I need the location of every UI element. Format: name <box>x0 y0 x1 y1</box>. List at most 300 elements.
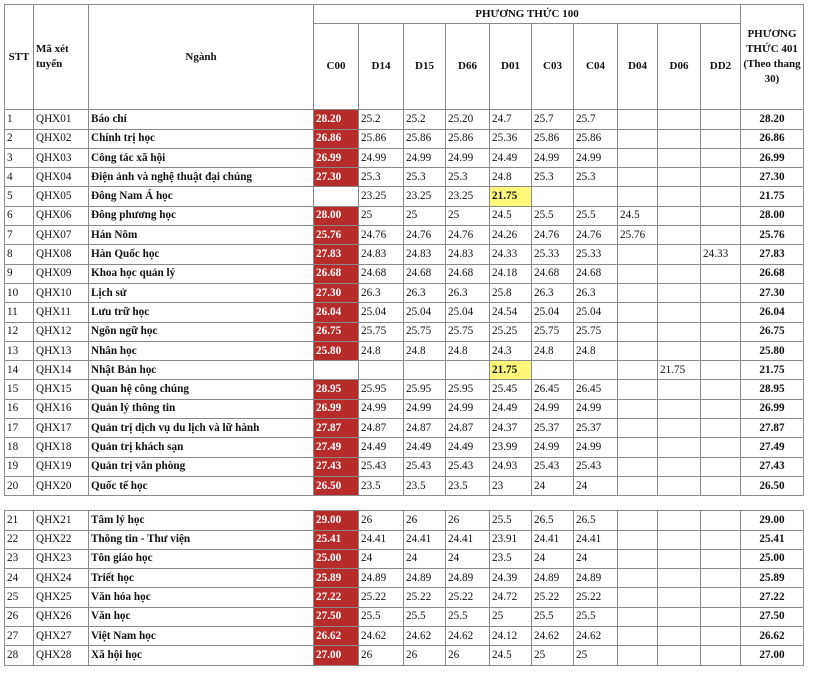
score-cell: 26 <box>404 646 446 665</box>
score-cell: 24.76 <box>446 226 490 245</box>
code-cell: QHX05 <box>34 187 89 206</box>
score-cell: 25.5 <box>404 607 446 626</box>
major-cell: Văn học <box>89 607 314 626</box>
code-cell: QHX13 <box>34 341 89 360</box>
major-cell: Đông Nam Á học <box>89 187 314 206</box>
major-cell: Tôn giáo học <box>89 549 314 568</box>
score-cell: 24 <box>446 549 490 568</box>
score-cell: 24.33 <box>701 245 741 264</box>
score-cell: 25.7 <box>532 110 574 129</box>
score-cell: 27.00 <box>314 646 359 665</box>
major-cell: Báo chí <box>89 110 314 129</box>
score-cell: 29.00 <box>314 511 359 530</box>
score-cell: 24.68 <box>532 264 574 283</box>
method-401-cell: 27.50 <box>741 607 804 626</box>
code-cell: QHX24 <box>34 569 89 588</box>
stt-cell: 15 <box>5 380 34 399</box>
score-cell: 28.00 <box>314 206 359 225</box>
code-cell: QHX08 <box>34 245 89 264</box>
major-cell: Nhân học <box>89 341 314 360</box>
score-cell: 25.43 <box>574 457 618 476</box>
code-cell: QHX15 <box>34 380 89 399</box>
score-cell <box>618 110 658 129</box>
code-cell: QHX04 <box>34 168 89 187</box>
score-cell <box>701 322 741 341</box>
score-cell: 25.86 <box>446 129 490 148</box>
score-cell: 24.8 <box>532 341 574 360</box>
score-cell <box>618 129 658 148</box>
spacer-cell <box>5 496 804 511</box>
stt-cell: 1 <box>5 110 34 129</box>
score-cell <box>701 549 741 568</box>
score-cell: 24.62 <box>446 627 490 646</box>
score-cell: 26.5 <box>532 511 574 530</box>
method-401-cell: 28.00 <box>741 206 804 225</box>
table-row <box>5 438 804 457</box>
score-cell: 25.41 <box>314 530 359 549</box>
header-subject-c03: C03 <box>532 24 574 110</box>
score-cell: 24.99 <box>359 399 404 418</box>
score-cell: 25.75 <box>404 322 446 341</box>
score-cell <box>658 646 701 665</box>
score-cell <box>618 264 658 283</box>
header-subject-d06: D06 <box>658 24 701 110</box>
score-cell <box>658 569 701 588</box>
score-cell: 25.5 <box>490 511 532 530</box>
score-cell: 24.8 <box>359 341 404 360</box>
method-401-cell: 27.87 <box>741 419 804 438</box>
score-cell: 25.8 <box>490 283 532 302</box>
score-cell: 25.33 <box>574 245 618 264</box>
score-cell <box>658 380 701 399</box>
score-cell <box>618 187 658 206</box>
score-cell: 24.99 <box>532 438 574 457</box>
score-cell <box>618 511 658 530</box>
score-cell <box>532 361 574 380</box>
code-cell: QHX02 <box>34 129 89 148</box>
table-row <box>5 399 804 418</box>
score-cell: 24.8 <box>490 168 532 187</box>
table-row <box>5 588 804 607</box>
score-cell: 24.41 <box>359 530 404 549</box>
score-cell: 25.2 <box>359 110 404 129</box>
score-cell <box>658 322 701 341</box>
score-cell <box>618 399 658 418</box>
major-cell: Điện ảnh và nghệ thuật đại chúng <box>89 168 314 187</box>
major-cell: Chính trị học <box>89 129 314 148</box>
score-cell: 24.87 <box>446 419 490 438</box>
table-row <box>5 341 804 360</box>
method-401-cell: 21.75 <box>741 187 804 206</box>
header-major: Ngành <box>89 5 314 110</box>
score-cell: 25.75 <box>574 322 618 341</box>
stt-cell: 6 <box>5 206 34 225</box>
score-cell: 26.3 <box>404 283 446 302</box>
score-cell: 24.49 <box>359 438 404 457</box>
stt-cell: 28 <box>5 646 34 665</box>
method-401-cell: 25.76 <box>741 226 804 245</box>
score-cell: 24.68 <box>359 264 404 283</box>
score-cell: 25.76 <box>618 226 658 245</box>
code-cell: QHX11 <box>34 303 89 322</box>
code-cell: QHX01 <box>34 110 89 129</box>
score-cell <box>701 264 741 283</box>
stt-cell: 19 <box>5 457 34 476</box>
score-cell: 27.22 <box>314 588 359 607</box>
method-401-cell: 25.00 <box>741 549 804 568</box>
table-row <box>5 206 804 225</box>
score-cell: 25.75 <box>446 322 490 341</box>
score-cell <box>618 438 658 457</box>
stt-cell: 21 <box>5 511 34 530</box>
stt-cell: 27 <box>5 627 34 646</box>
score-cell: 23.5 <box>490 549 532 568</box>
score-cell: 24.76 <box>404 226 446 245</box>
method-401-cell: 26.62 <box>741 627 804 646</box>
score-cell <box>701 530 741 549</box>
score-cell <box>618 322 658 341</box>
method-401-cell: 27.30 <box>741 168 804 187</box>
code-cell: QHX28 <box>34 646 89 665</box>
score-cell: 21.75 <box>490 361 532 380</box>
score-cell: 24 <box>404 549 446 568</box>
score-cell: 24.99 <box>404 148 446 167</box>
score-cell: 25.2 <box>404 110 446 129</box>
score-cell: 25.95 <box>359 380 404 399</box>
score-cell: 24.26 <box>490 226 532 245</box>
score-cell: 26.45 <box>532 380 574 399</box>
code-cell: QHX06 <box>34 206 89 225</box>
score-cell: 24.41 <box>532 530 574 549</box>
method-401-cell: 27.30 <box>741 283 804 302</box>
score-cell: 23.5 <box>359 476 404 495</box>
score-cell: 23.91 <box>490 530 532 549</box>
score-cell: 24.33 <box>490 245 532 264</box>
method-401-cell: 27.49 <box>741 438 804 457</box>
code-cell: QHX19 <box>34 457 89 476</box>
code-cell: QHX10 <box>34 283 89 302</box>
score-cell: 26.50 <box>314 476 359 495</box>
score-cell: 25.3 <box>574 168 618 187</box>
score-cell <box>658 549 701 568</box>
major-cell: Ngôn ngữ học <box>89 322 314 341</box>
header-subject-d15: D15 <box>404 24 446 110</box>
score-cell: 24.89 <box>359 569 404 588</box>
stt-cell: 20 <box>5 476 34 495</box>
score-cell: 26.3 <box>446 283 490 302</box>
score-cell <box>574 361 618 380</box>
score-cell: 25.76 <box>314 226 359 245</box>
major-cell: Quản trị dịch vụ du lịch và lữ hành <box>89 419 314 438</box>
header-subject-d66: D66 <box>446 24 490 110</box>
score-cell: 23.25 <box>446 187 490 206</box>
table-row <box>5 110 804 129</box>
header-method-401: PHƯƠNG THỨC 401 (Theo thang 30) <box>741 5 804 110</box>
score-cell: 27.83 <box>314 245 359 264</box>
score-cell <box>618 588 658 607</box>
score-cell: 24.68 <box>574 264 618 283</box>
major-cell: Lịch sử <box>89 283 314 302</box>
score-cell <box>618 646 658 665</box>
score-cell: 24.76 <box>574 226 618 245</box>
score-cell <box>701 303 741 322</box>
score-cell: 27.87 <box>314 419 359 438</box>
stt-cell: 16 <box>5 399 34 418</box>
major-cell: Xã hội học <box>89 646 314 665</box>
score-cell: 25.43 <box>359 457 404 476</box>
header-stt: STT <box>5 5 34 110</box>
method-401-cell: 28.95 <box>741 380 804 399</box>
major-cell: Thông tin - Thư viện <box>89 530 314 549</box>
score-cell: 27.50 <box>314 607 359 626</box>
score-cell: 23.5 <box>446 476 490 495</box>
admission-score-table <box>4 4 804 666</box>
score-cell: 25.22 <box>574 588 618 607</box>
table-body-group-2 <box>5 511 804 665</box>
major-cell: Hàn Quốc học <box>89 245 314 264</box>
score-cell <box>532 187 574 206</box>
score-cell: 25.22 <box>404 588 446 607</box>
score-cell: 24.8 <box>574 341 618 360</box>
score-cell: 25 <box>359 206 404 225</box>
score-cell <box>658 168 701 187</box>
score-cell <box>618 569 658 588</box>
score-cell: 25.43 <box>404 457 446 476</box>
score-cell <box>701 476 741 495</box>
major-cell: Việt Nam học <box>89 627 314 646</box>
method-401-cell: 25.80 <box>741 341 804 360</box>
score-cell: 24.83 <box>404 245 446 264</box>
stt-cell: 5 <box>5 187 34 206</box>
score-cell: 28.95 <box>314 380 359 399</box>
method-401-cell: 25.89 <box>741 569 804 588</box>
score-cell <box>658 303 701 322</box>
table-row <box>5 627 804 646</box>
score-cell: 24.89 <box>404 569 446 588</box>
score-cell <box>618 476 658 495</box>
score-cell: 24.68 <box>404 264 446 283</box>
score-cell: 21.75 <box>490 187 532 206</box>
code-cell: QHX22 <box>34 530 89 549</box>
method-401-cell: 27.43 <box>741 457 804 476</box>
method-401-cell: 26.86 <box>741 129 804 148</box>
table-row <box>5 549 804 568</box>
score-cell <box>658 148 701 167</box>
code-cell: QHX17 <box>34 419 89 438</box>
score-cell: 26.45 <box>574 380 618 399</box>
method-401-cell: 29.00 <box>741 511 804 530</box>
score-cell <box>658 206 701 225</box>
code-cell: QHX07 <box>34 226 89 245</box>
major-cell: Quốc tế học <box>89 476 314 495</box>
major-cell: Quan hệ công chúng <box>89 380 314 399</box>
score-cell: 27.30 <box>314 283 359 302</box>
method-401-cell: 21.75 <box>741 361 804 380</box>
major-cell: Công tác xã hội <box>89 148 314 167</box>
score-cell <box>658 226 701 245</box>
score-cell: 24.39 <box>490 569 532 588</box>
score-cell: 25.22 <box>532 588 574 607</box>
score-cell: 24.87 <box>359 419 404 438</box>
method-401-cell: 27.22 <box>741 588 804 607</box>
score-cell <box>701 419 741 438</box>
score-cell: 25.86 <box>574 129 618 148</box>
score-cell: 25.37 <box>574 419 618 438</box>
score-cell <box>701 399 741 418</box>
score-cell <box>618 303 658 322</box>
code-cell: QHX14 <box>34 361 89 380</box>
table-body-group-1 <box>5 110 804 496</box>
header-subject-dd2: DD2 <box>701 24 741 110</box>
score-cell: 25 <box>490 607 532 626</box>
score-cell: 26.3 <box>532 283 574 302</box>
score-cell <box>618 380 658 399</box>
code-cell: QHX27 <box>34 627 89 646</box>
code-cell: QHX12 <box>34 322 89 341</box>
score-cell: 25.22 <box>446 588 490 607</box>
score-cell <box>701 511 741 530</box>
method-401-cell: 27.00 <box>741 646 804 665</box>
table-row <box>5 187 804 206</box>
code-cell: QHX21 <box>34 511 89 530</box>
stt-cell: 11 <box>5 303 34 322</box>
score-cell <box>618 283 658 302</box>
code-cell: QHX26 <box>34 607 89 626</box>
score-cell: 25.5 <box>574 607 618 626</box>
table-row <box>5 226 804 245</box>
score-cell: 25.04 <box>574 303 618 322</box>
score-cell: 24.5 <box>490 206 532 225</box>
score-cell <box>658 399 701 418</box>
score-cell: 25.3 <box>359 168 404 187</box>
score-cell: 24.93 <box>490 457 532 476</box>
score-cell: 24.12 <box>490 627 532 646</box>
score-cell <box>618 627 658 646</box>
major-cell: Quản trị khách sạn <box>89 438 314 457</box>
score-cell: 24.99 <box>446 148 490 167</box>
score-cell: 24.41 <box>574 530 618 549</box>
score-cell: 25.25 <box>490 322 532 341</box>
score-cell: 24.8 <box>446 341 490 360</box>
score-cell: 25.95 <box>446 380 490 399</box>
stt-cell: 14 <box>5 361 34 380</box>
major-cell: Khoa học quản lý <box>89 264 314 283</box>
score-cell: 25.43 <box>446 457 490 476</box>
score-cell: 26.04 <box>314 303 359 322</box>
score-cell <box>701 607 741 626</box>
score-cell: 26.3 <box>574 283 618 302</box>
score-cell <box>658 283 701 302</box>
score-cell: 24.7 <box>490 110 532 129</box>
stt-cell: 4 <box>5 168 34 187</box>
score-cell <box>618 607 658 626</box>
score-cell: 25.5 <box>532 206 574 225</box>
score-cell: 24.49 <box>404 438 446 457</box>
score-cell <box>618 530 658 549</box>
score-cell: 24.41 <box>404 530 446 549</box>
stt-cell: 2 <box>5 129 34 148</box>
table-row <box>5 646 804 665</box>
major-cell: Đông phương học <box>89 206 314 225</box>
score-cell: 24.3 <box>490 341 532 360</box>
score-cell: 26.99 <box>314 148 359 167</box>
admission-score-table-wrapper <box>4 4 804 666</box>
score-cell: 24.49 <box>490 399 532 418</box>
score-cell: 24 <box>532 549 574 568</box>
table-row <box>5 361 804 380</box>
score-cell: 24.62 <box>574 627 618 646</box>
score-cell: 25.36 <box>490 129 532 148</box>
score-cell: 24.62 <box>404 627 446 646</box>
score-cell: 26 <box>359 511 404 530</box>
score-cell: 24.49 <box>446 438 490 457</box>
table-row <box>5 129 804 148</box>
score-cell: 25.3 <box>446 168 490 187</box>
score-cell: 24.99 <box>574 148 618 167</box>
method-401-cell: 26.68 <box>741 264 804 283</box>
method-401-cell: 28.20 <box>741 110 804 129</box>
score-cell: 25.95 <box>404 380 446 399</box>
score-cell: 23.25 <box>404 187 446 206</box>
stt-cell: 22 <box>5 530 34 549</box>
score-cell <box>618 168 658 187</box>
score-cell <box>658 110 701 129</box>
score-cell <box>658 607 701 626</box>
score-cell <box>701 110 741 129</box>
score-cell <box>701 226 741 245</box>
score-cell: 25.5 <box>532 607 574 626</box>
score-cell: 25 <box>404 206 446 225</box>
score-cell: 24.89 <box>532 569 574 588</box>
score-cell: 24.99 <box>532 148 574 167</box>
table-row <box>5 148 804 167</box>
score-cell <box>701 341 741 360</box>
stt-cell: 12 <box>5 322 34 341</box>
score-cell <box>701 569 741 588</box>
score-cell: 25.04 <box>404 303 446 322</box>
score-cell: 24.18 <box>490 264 532 283</box>
score-cell: 25.04 <box>359 303 404 322</box>
header-method-100: PHƯƠNG THỨC 100 <box>314 5 741 24</box>
score-cell: 24.72 <box>490 588 532 607</box>
score-cell <box>701 168 741 187</box>
score-cell <box>658 588 701 607</box>
score-cell <box>446 361 490 380</box>
score-cell: 26.62 <box>314 627 359 646</box>
table-row <box>5 476 804 495</box>
score-cell <box>658 438 701 457</box>
score-cell <box>574 187 618 206</box>
score-cell: 25.3 <box>404 168 446 187</box>
score-cell: 25.86 <box>359 129 404 148</box>
stt-cell: 7 <box>5 226 34 245</box>
table-row <box>5 419 804 438</box>
score-cell: 23.5 <box>404 476 446 495</box>
score-cell <box>658 245 701 264</box>
score-cell: 28.20 <box>314 110 359 129</box>
code-cell: QHX03 <box>34 148 89 167</box>
score-cell: 25.86 <box>404 129 446 148</box>
method-401-cell: 25.41 <box>741 530 804 549</box>
score-cell: 25.37 <box>532 419 574 438</box>
score-cell: 24.99 <box>574 438 618 457</box>
score-cell <box>618 341 658 360</box>
score-cell <box>658 419 701 438</box>
score-cell: 24.87 <box>404 419 446 438</box>
score-cell: 25.75 <box>532 322 574 341</box>
major-cell: Lưu trữ học <box>89 303 314 322</box>
score-cell <box>618 419 658 438</box>
